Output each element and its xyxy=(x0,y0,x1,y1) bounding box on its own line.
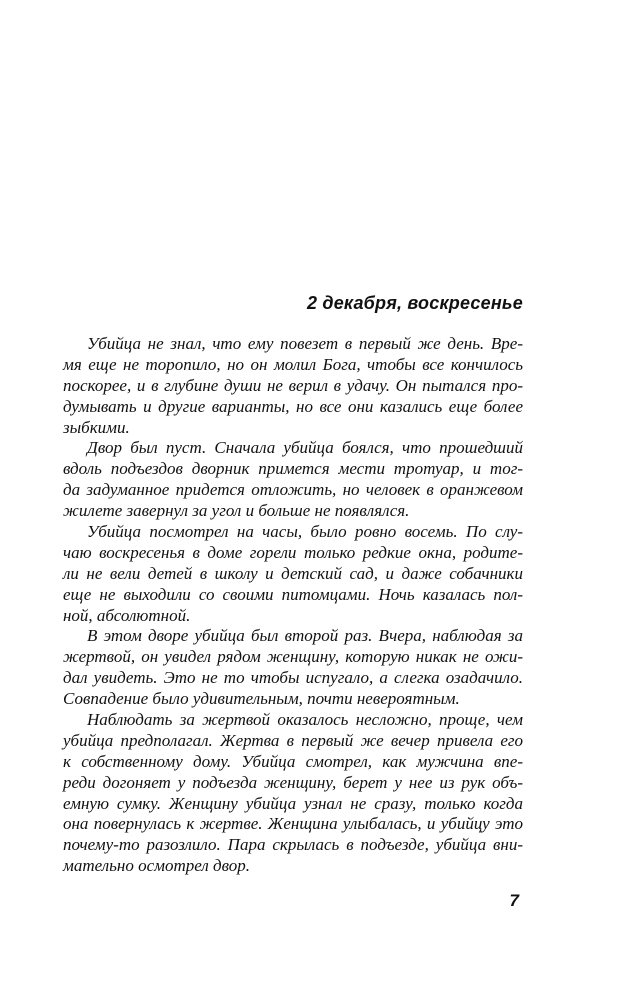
text-line: реди догоняет у подъезда женщину, берет у нее из рук объ- xyxy=(63,772,523,792)
text-line: Убийца посмотрел на часы, было ровно восемь. По слу- xyxy=(87,522,523,542)
text-line: Наблюдать за жертвой оказалось несложно, проще, чем xyxy=(87,710,523,730)
text-line: чаю воскресенья в доме горели только редкие окна, родите- xyxy=(63,542,523,562)
text-line: ли не вели детей в школу и детский сад, и даже собачники xyxy=(63,563,523,583)
text-line: жертвой, он увидел рядом женщину, которую никак не ожи- xyxy=(63,647,523,667)
text-line: Совпадение было удивительным, почти невероятным. xyxy=(63,689,460,709)
text-line: убийца предполагал. Жертва в первый же вечер привела его xyxy=(63,730,523,750)
text-line: думывать и другие варианты, но все они казались еще более xyxy=(63,396,523,416)
body-text xyxy=(63,334,523,877)
text-line: мательно осмотрел двор. xyxy=(63,856,251,876)
text-line: зыбкими. xyxy=(63,417,130,437)
text-line: мя еще не торопило, но он молил Бога, чтобы все кончилось xyxy=(63,354,523,374)
text-line: еще не выходили со своими питомцами. Ночь казалась пол- xyxy=(63,584,523,604)
text-line: почему-то разозлило. Пара скрылась в подъезде, убийца вни- xyxy=(63,835,523,855)
page-number: 7 xyxy=(509,891,519,911)
text-line: емную сумку. Женщину убийца узнал не сразу, только когда xyxy=(63,793,523,813)
page-content xyxy=(63,292,523,911)
text-line: она повернулась к жертве. Женщина улыбалась, и убийцу это xyxy=(63,814,523,834)
text-line: к собственному дому. Убийца смотрел, как мужчина впе- xyxy=(63,751,523,771)
text-line: Убийца не знал, что ему повезет в первый же день. Вре- xyxy=(87,334,523,353)
text-line: да задуманное придется отложить, но человек в оранжевом xyxy=(63,480,523,500)
text-line: Двор был пуст. Сначала убийца боялся, что прошедший xyxy=(87,438,523,458)
text-line: ной, абсолютной. xyxy=(63,605,191,625)
text-line: вдоль подъездов дворник примется мести тротуар, и тог- xyxy=(63,459,523,479)
text-line: поскорее, и в глубине души не верил в удачу. Он пытался про- xyxy=(63,375,523,395)
text-line: дал увидеть. Это не то чтобы испугало, а слегка озадачило. xyxy=(63,668,523,688)
chapter-heading: 2 декабря, воскресенье xyxy=(306,293,523,313)
text-line: жилете завернул за угол и больше не появлялся. xyxy=(63,501,410,521)
text-line: В этом дворе убийца был второй раз. Вчера, наблюдая за xyxy=(87,626,523,646)
